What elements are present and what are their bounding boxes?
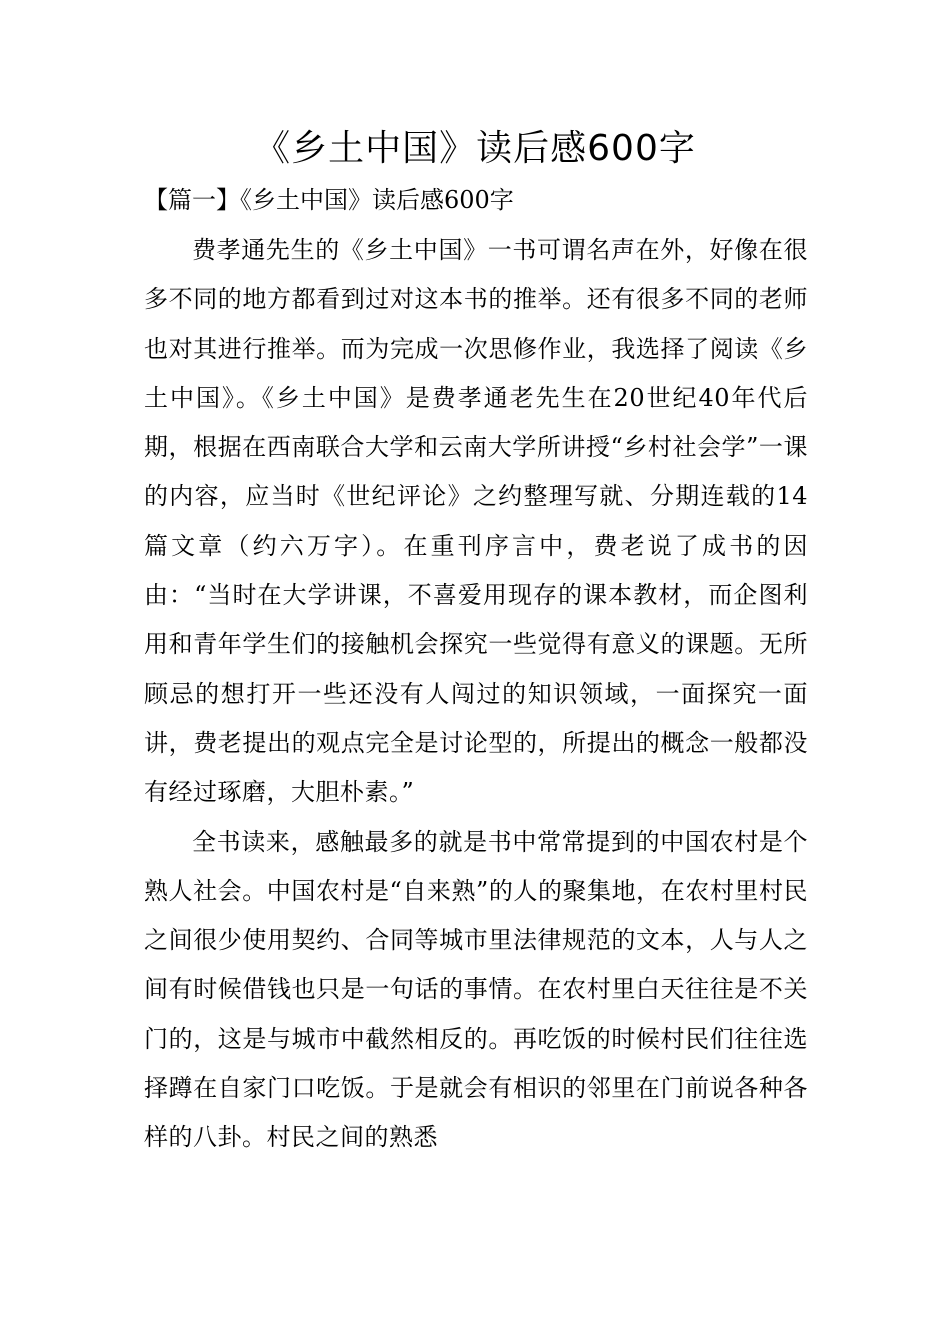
paragraph-2: 全书读来，感触最多的就是书中常常提到的中国农村是个熟人社会。中国农村是“自来熟”的人的聚集地，在农村里村民之间很少使用契约、合同等城市里法律规范的文本，人与人之间有时候借钱也只是一句话的事情。在农村里白天往往是不关门的，这是与城市中截然相反的。再吃饭的时候村民们往往选择蹲在自家门口吃饭。于是就会有相识的邻里在门前说各种各样的八卦。村民之间的熟悉 [144,827,808,1152]
document-body [144,226,808,1163]
section-heading: 【篇一】《乡土中国》读后感600字 [144,186,514,214]
paragraph-1: 费孝通先生的《乡土中国》一书可谓名声在外，好像在很多不同的地方都看到过对这本书的推举。还有很多不同的老师也对其进行推举。而为完成一次思修作业，我选择了阅读《乡土中国》。《乡土中国》是费孝通老先生在20世纪40年代后期，根据在西南联合大学和云南大学所讲授“乡村社会学”一课的内容，应当时《世纪评论》之约整理写就、分期连载的14篇文章（约六万字）。在重刊序言中，费老说了成书的因由：“当时在大学讲课，不喜爱用现存的课本教材，而企图利用和青年学生们的接触机会探究一些觉得有意义的课题。无所顾忌的想打开一些还没有人闯过的知识领域，一面探究一面讲，费老提出的观点完全是讨论型的，所提出的概念一般都没有经过琢磨，大胆朴素。” [144,236,808,807]
document-title: 《乡土中国》读后感600字 [254,128,696,169]
